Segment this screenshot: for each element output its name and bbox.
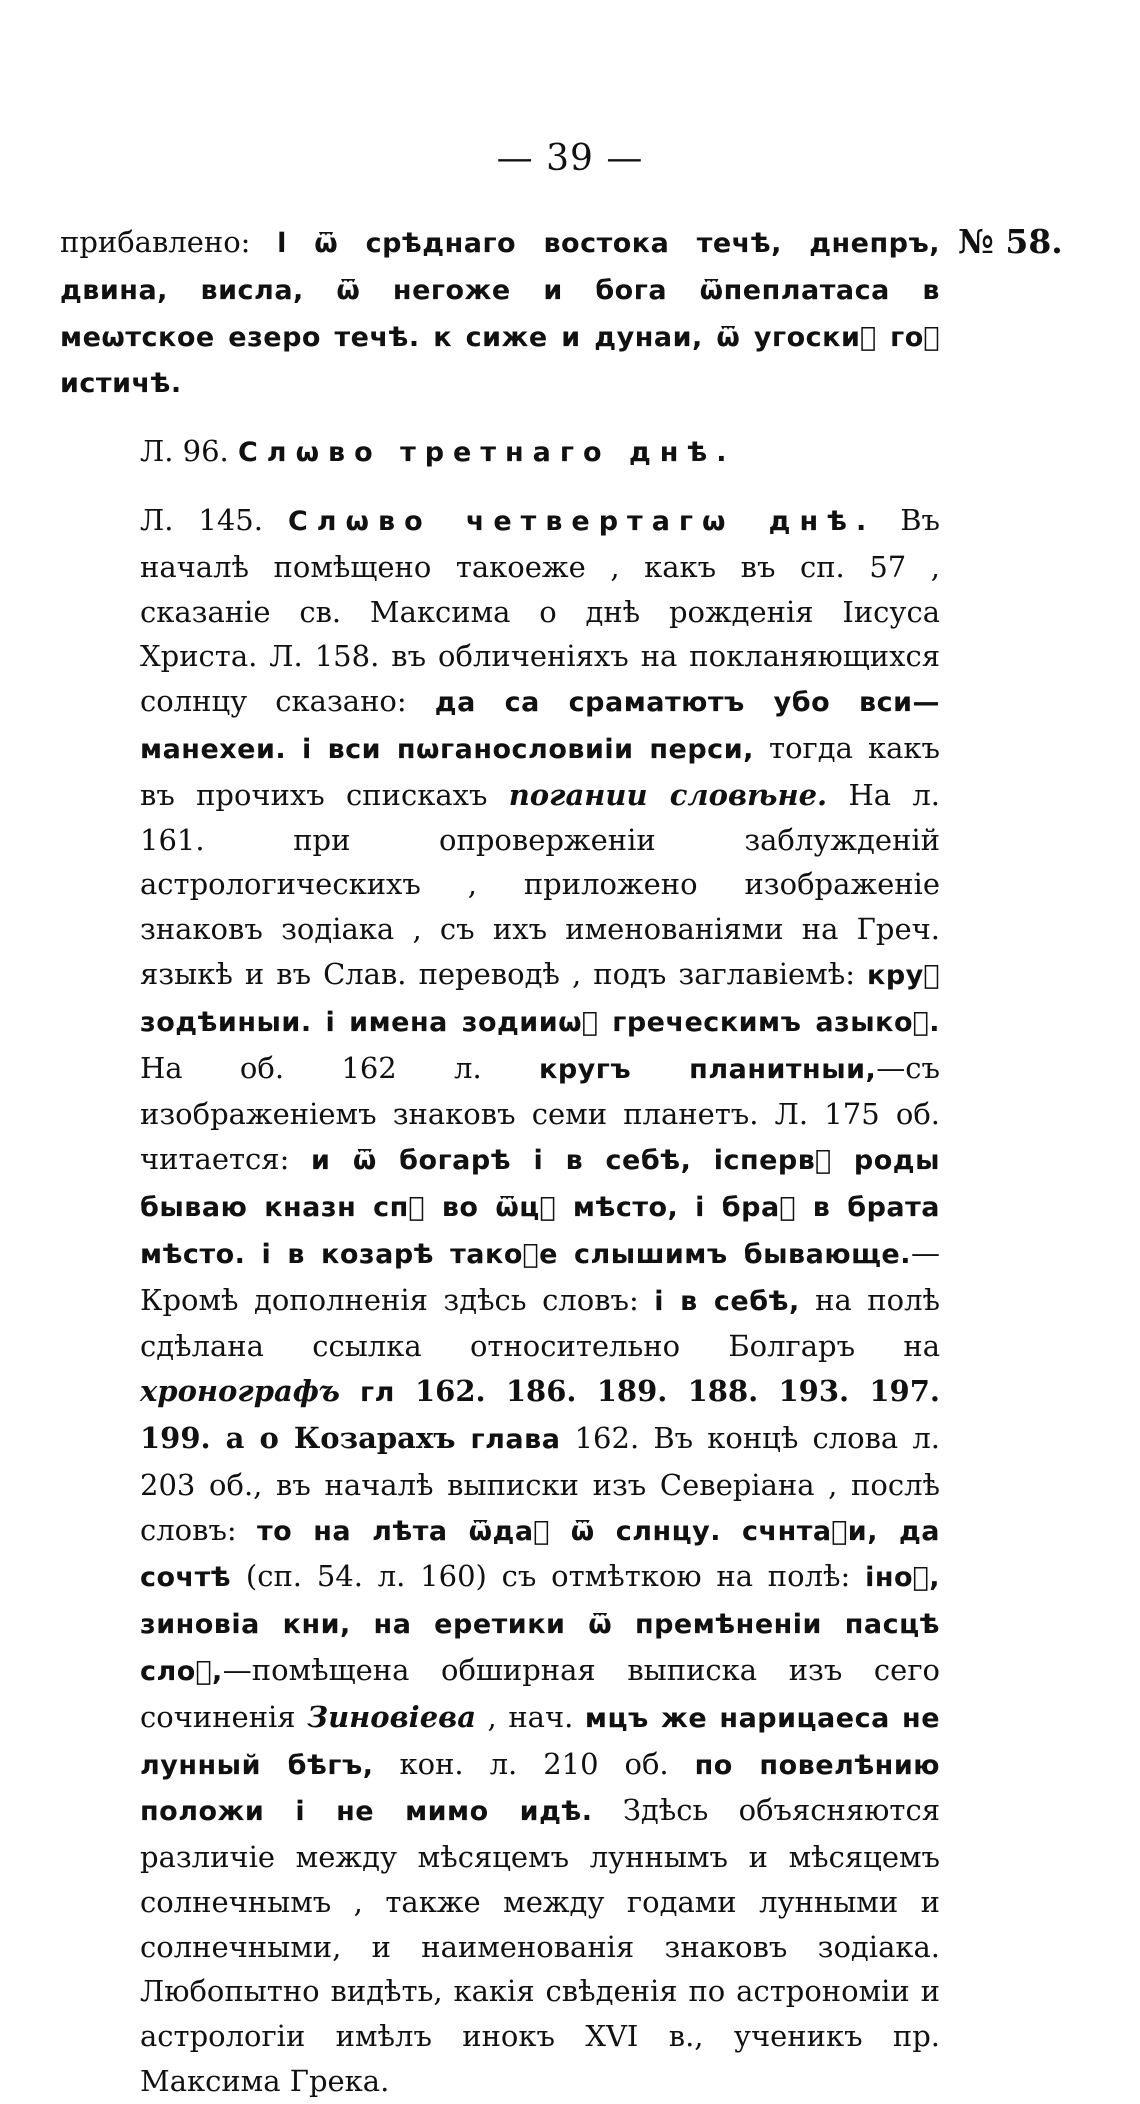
text-run: кон. л. 210 об. [373, 1746, 695, 1781]
slavonic-quote: по повелѣнию положи і не мимо идѣ. [140, 1749, 941, 1828]
slavonic-quote: круⷢ зодѣиныи. і имена зодииѡⷡ греческимъ азыкоⷨ. [140, 959, 940, 1038]
slavonic-quote: и ѿ богарѣ і в себѣ, іспервⷶ роды бываю кназн спⷪ во ѿцⷶ мѣсто, і браⷮ в брата мѣсто. і в козарѣ такоⷣе слышимъ бывающе. [140, 1145, 940, 1270]
paragraph-2 [60, 429, 940, 476]
folio-ref: Л. 145. [140, 502, 288, 537]
slavonic-heading: Слѡво третнаго днѣ. [237, 437, 736, 469]
body-text [60, 220, 940, 2104]
italic-term: Зиновіева [307, 1699, 476, 1734]
text-run: 162. Въ концѣ слова л. 203 об., въ началѣ выписки изъ Северіана , послѣ словъ: [140, 1420, 940, 1547]
text-run: —помѣщена обширная выписка изъ сего сочиненія [140, 1652, 940, 1734]
text-run: На л. 161. при опроверженіи заблужденій астрологическихъ , приложено изображеніе знаковъ зодіака , съ ихъ именованіями на Греч. языкѣ и въ Слав. переводѣ , подъ заглавіемѣ: [140, 777, 940, 991]
text-run: Здѣсь объясняются различіе между мѣсяцемъ луннымъ и мѣсяцемъ солнечнымъ , также между годами лунными и солнечными, и наименованія знаковъ зодіака. Любопытно видѣть, какія свѣденія по астрономіи и астрологіи имѣлъ инокъ XVI в., ученикъ пр. Максима Грека. [140, 1793, 940, 2099]
slavonic-quote: іноⷬ, зиновіа кни, на еретики ѿ премѣненіи пасцѣ слоⷡ, [140, 1562, 940, 1687]
text-run: 162. 186. 189. 188. 193. 197. 199. а о Козарахъ [140, 1374, 940, 1455]
folio-ref: Л. 96. [140, 434, 238, 469]
paragraph-1 [60, 220, 940, 407]
text-run: Въ началѣ помѣщено такоеже , какъ въ сп. 57 , сказаніе св. Максима о днѣ рожденія Іисуса Христа. Л. 158. въ обличеніяхъ на покланяющихся солнцу сказано: [140, 502, 940, 719]
slavonic-quote: кругъ планитныи, [539, 1053, 877, 1085]
italic-term: погании словѣне. [508, 777, 828, 812]
text-run: —съ изображеніемъ знаковъ семи планетъ. Л. 175 об. читается: [140, 1050, 940, 1177]
slavonic-quote: да са сраматютъ убо вси—манехеи. і вси пѡганословиіи перси, [140, 687, 940, 765]
text-run: тогда какъ въ прочихъ спискахъ [140, 730, 940, 812]
text-run: на полѣ сдѣлана ссылка относительно Болгаръ на [140, 1282, 940, 1364]
slavonic-quote: то на лѣта ѿдаⷮ ѿ слнцу. счнтаⷨи, да сочтѣ [140, 1515, 941, 1594]
slavonic-abbrev: глава [470, 1423, 561, 1455]
slavonic-quote: мцъ же нарицаеса не лунный бѣгъ, [140, 1702, 941, 1781]
margin-note: № 58. [958, 222, 1063, 261]
slavonic-quote: ӏ ѿ срѣднаго востока течѣ, днепръ, двина, висла, ѿ негоже и бога ѿпеплатаса в меѡтское езеро течѣ. к сиже и дунаи, ѿ угоскиⷯ гоⷬ истичѣ. [60, 228, 940, 400]
text-run: — Кромѣ дополненія здѣсь словъ: [140, 1235, 940, 1317]
text-run: , нач. [476, 1699, 585, 1734]
paragraph-3 [60, 498, 940, 2104]
slavonic-heading: Слѡво четвертагѡ днѣ. [287, 505, 876, 537]
italic-term: хронографъ [140, 1374, 341, 1409]
paragraph-1-text: прибавлено: [60, 225, 278, 259]
text-run: (сп. 54. л. 160) съ отмѣткою на полѣ: [231, 1559, 866, 1594]
text-run: На об. 162 л. [140, 1050, 540, 1085]
slavonic-quote: і в себѣ, [654, 1285, 800, 1317]
slavonic-abbrev: гл [340, 1377, 415, 1409]
page-number: — 39 — [496, 138, 644, 179]
